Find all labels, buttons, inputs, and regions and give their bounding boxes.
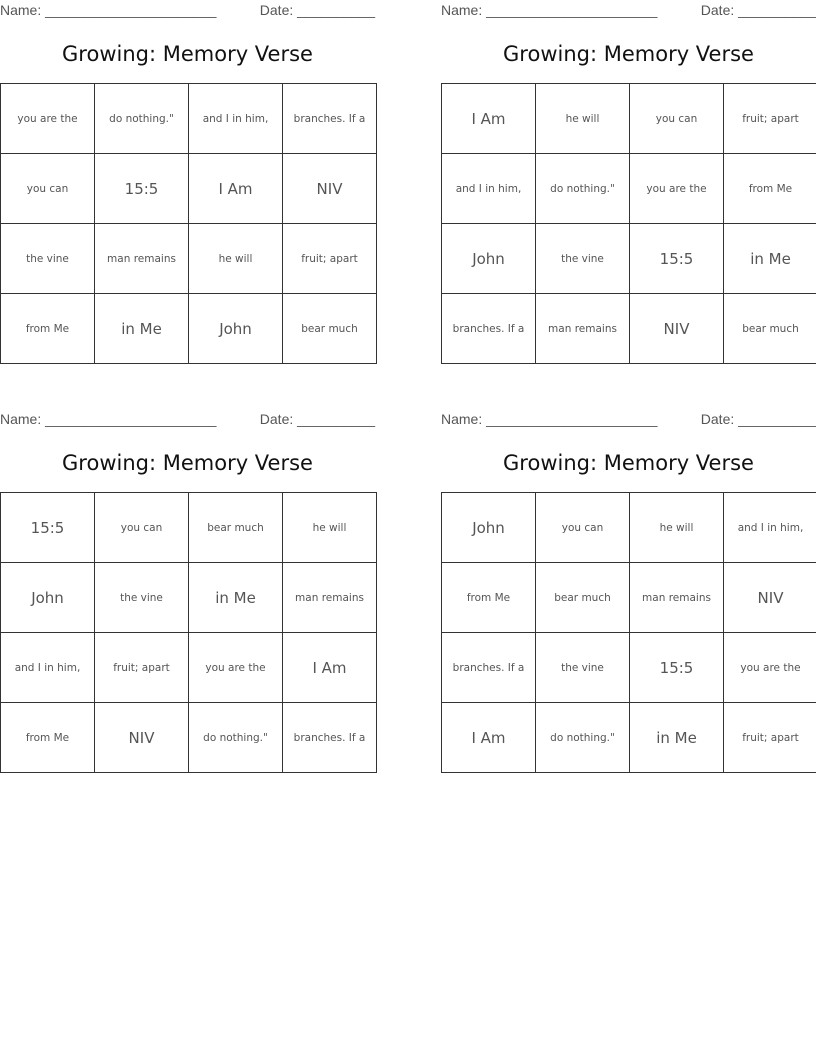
bingo-cell: and I in him,: [442, 154, 536, 224]
date-field: Date: __________: [700, 411, 816, 427]
bingo-cell: and I in him,: [1, 633, 95, 703]
bingo-cell: I Am: [442, 703, 536, 773]
bingo-cell: John: [189, 294, 283, 364]
bingo-cell: you can: [95, 493, 189, 563]
bingo-card-2: [441, 0, 816, 362]
bingo-cell: fruit; apart: [724, 703, 816, 773]
bingo-cell: NIV: [630, 294, 724, 364]
grid-row: [442, 633, 816, 703]
bingo-cell: branches. If a: [283, 703, 377, 773]
grid-row: [1, 294, 377, 364]
bingo-cell: John: [442, 493, 536, 563]
bingo-cell: John: [1, 563, 95, 633]
bingo-cell: from Me: [1, 294, 95, 364]
bingo-cell: do nothing.": [536, 703, 630, 773]
bingo-cell: NIV: [283, 154, 377, 224]
bingo-cell: bear much: [283, 294, 377, 364]
bingo-cell: from Me: [724, 154, 816, 224]
bingo-cell: he will: [536, 84, 630, 154]
grid-row: [442, 294, 816, 364]
bingo-grid: [441, 83, 816, 364]
bingo-cell: 15:5: [630, 633, 724, 703]
bingo-cell: he will: [283, 493, 377, 563]
name-field: Name: ______________________: [441, 411, 658, 427]
grid-row: [442, 154, 816, 224]
bingo-card-1: [0, 0, 375, 362]
bingo-cell: the vine: [536, 224, 630, 294]
bingo-cell: fruit; apart: [95, 633, 189, 703]
bingo-cell: do nothing.": [95, 84, 189, 154]
bingo-cell: he will: [630, 493, 724, 563]
name-field: Name: ______________________: [441, 2, 658, 18]
bingo-cell: John: [442, 224, 536, 294]
grid-row: [1, 84, 377, 154]
bingo-cell: in Me: [189, 563, 283, 633]
bingo-cell: I Am: [283, 633, 377, 703]
bingo-grid: [0, 83, 377, 364]
grid-row: [442, 703, 816, 773]
bingo-cell: you can: [1, 154, 95, 224]
card-header: [0, 409, 375, 431]
card-title: Growing: Memory Verse: [503, 451, 754, 475]
bingo-cell: you are the: [1, 84, 95, 154]
bingo-cell: in Me: [95, 294, 189, 364]
bingo-cell: NIV: [95, 703, 189, 773]
bingo-cell: fruit; apart: [283, 224, 377, 294]
bingo-cell: branches. If a: [283, 84, 377, 154]
bingo-cell: you are the: [630, 154, 724, 224]
card-title: Growing: Memory Verse: [62, 42, 313, 66]
bingo-cell: and I in him,: [189, 84, 283, 154]
bingo-cell: branches. If a: [442, 294, 536, 364]
card-header: [441, 0, 816, 22]
card-title: Growing: Memory Verse: [62, 451, 313, 475]
bingo-cell: the vine: [1, 224, 95, 294]
grid-row: [442, 563, 816, 633]
bingo-cell: NIV: [724, 563, 816, 633]
bingo-cell: man remains: [536, 294, 630, 364]
bingo-card-3: [0, 409, 375, 771]
bingo-cell: he will: [189, 224, 283, 294]
date-field: Date: __________: [259, 411, 375, 427]
bingo-cell: in Me: [724, 224, 816, 294]
grid-row: [1, 224, 377, 294]
bingo-cell: the vine: [95, 563, 189, 633]
bingo-cell: I Am: [442, 84, 536, 154]
bingo-cell: do nothing.": [189, 703, 283, 773]
bingo-cell: bear much: [189, 493, 283, 563]
bingo-cell: from Me: [1, 703, 95, 773]
bingo-cell: bear much: [724, 294, 816, 364]
bingo-grid: [0, 492, 377, 773]
grid-row: [1, 703, 377, 773]
grid-row: [442, 84, 816, 154]
bingo-cell: I Am: [189, 154, 283, 224]
bingo-cell: man remains: [630, 563, 724, 633]
bingo-cell: man remains: [95, 224, 189, 294]
bingo-cell: fruit; apart: [724, 84, 816, 154]
grid-row: [442, 224, 816, 294]
card-header: [441, 409, 816, 431]
grid-row: [442, 493, 816, 563]
bingo-cell: branches. If a: [442, 633, 536, 703]
card-title: Growing: Memory Verse: [503, 42, 754, 66]
bingo-cell: you are the: [189, 633, 283, 703]
bingo-cell: do nothing.": [536, 154, 630, 224]
bingo-cell: from Me: [442, 563, 536, 633]
bingo-cell: in Me: [630, 703, 724, 773]
grid-row: [1, 493, 377, 563]
bingo-cell: bear much: [536, 563, 630, 633]
bingo-cell: man remains: [283, 563, 377, 633]
bingo-cell: you can: [536, 493, 630, 563]
bingo-cell: 15:5: [95, 154, 189, 224]
grid-row: [1, 563, 377, 633]
grid-row: [1, 154, 377, 224]
bingo-cell: you are the: [724, 633, 816, 703]
date-field: Date: __________: [259, 2, 375, 18]
bingo-cell: you can: [630, 84, 724, 154]
bingo-cell: 15:5: [1, 493, 95, 563]
name-field: Name: ______________________: [0, 411, 217, 427]
card-header: [0, 0, 375, 22]
bingo-card-4: [441, 409, 816, 771]
name-field: Name: ______________________: [0, 2, 217, 18]
bingo-cell: the vine: [536, 633, 630, 703]
date-field: Date: __________: [700, 2, 816, 18]
bingo-cell: and I in him,: [724, 493, 816, 563]
bingo-cell: 15:5: [630, 224, 724, 294]
bingo-grid: [441, 492, 816, 773]
grid-row: [1, 633, 377, 703]
